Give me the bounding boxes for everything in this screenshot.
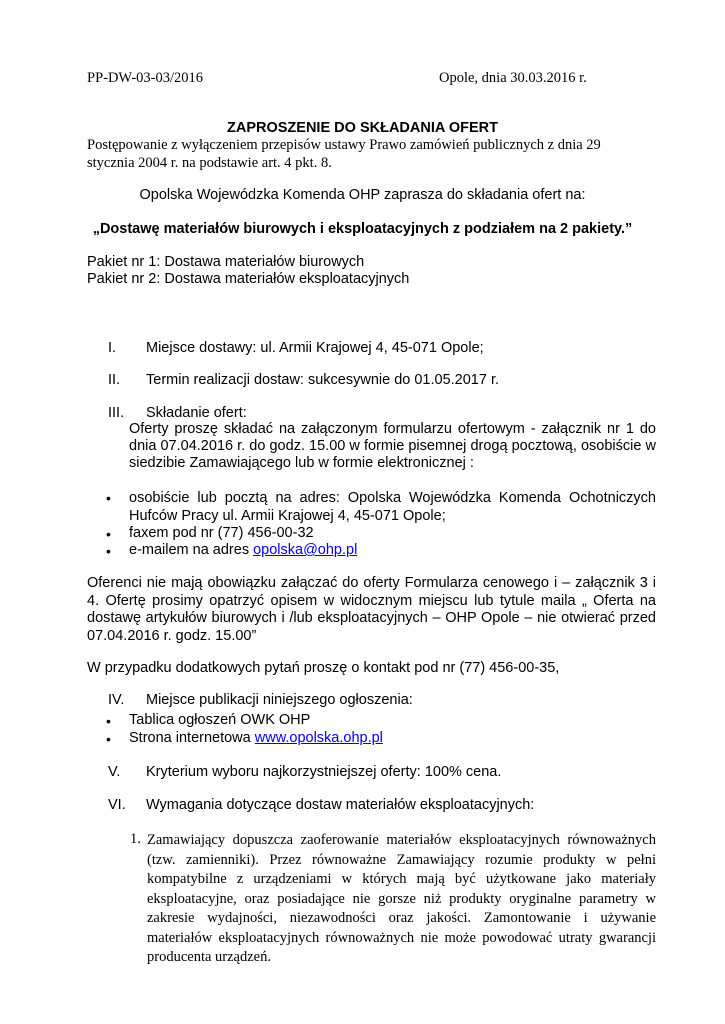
notice-paragraph: Oferenci nie mają obowiązku załączać do oferty Formularza cenowego i – załącznik 3 i 4. Ofertę prosimy opatrzyć opisem w widocznym miejscu lub tytule maila „ Oferta na dostawę artykułów biurowych i /lub eksploatacyjnych – OHP Opole – nie otwierać przed 07.04.2016 r. godz. 15.00” xyxy=(87,575,656,644)
bullet-icon: • xyxy=(106,526,111,542)
section-i-number: I. xyxy=(108,340,117,356)
publication-website-label: Strona internetowa xyxy=(129,730,255,746)
section-i-text: Miejsce dostawy: ul. Armii Krajowej 4, 45-071 Opole; xyxy=(146,340,484,356)
section-ii-text: Termin realizacji dostaw: sukcesywnie do 01.05.2017 r. xyxy=(146,372,500,388)
bullet-icon: • xyxy=(106,713,111,729)
document-title: ZAPROSZENIE DO SKŁADANIA OFERT xyxy=(227,120,498,136)
invitation-text: Opolska Wojewódzka Komenda OHP zaprasza do składania ofert na: xyxy=(139,187,586,203)
bullet-icon: • xyxy=(106,490,111,506)
requirement-number: 1. xyxy=(130,831,141,847)
order-subject: „Dostawę materiałów biurowych i eksploatacyjnych z podziałem na 2 pakiety.” xyxy=(92,221,633,237)
place-date: Opole, dnia 30.03.2016 r. xyxy=(439,70,587,86)
section-vi-number: VI. xyxy=(108,797,126,813)
section-iii-body: Oferty proszę składać na załączonym formularzu ofertowym - załącznik nr 1 do dnia 07.04.2016 r. do godz. 15.00 w formie pisemnej drogą pocztową, osobiście w siedzibie Zamawiającego lub w formie elektronicznej : xyxy=(129,421,656,471)
package-1: Pakiet nr 1: Dostawa materiałów biurowych xyxy=(87,254,365,270)
bullet-icon: • xyxy=(106,731,111,747)
section-iii-number: III. xyxy=(108,405,125,421)
section-v-text: Kryterium wyboru najkorzystniejszej oferty: 100% cena. xyxy=(146,764,502,780)
website-link[interactable]: www.opolska.ohp.pl xyxy=(254,730,383,746)
contact-text: W przypadku dodatkowych pytań proszę o kontakt pod nr (77) 456-00-35, xyxy=(87,660,560,676)
section-ii-number: II. xyxy=(108,372,121,388)
requirement-text: Zamawiający dopuszcza zaoferowanie materiałów eksploatacyjnych równoważnych (tzw. zamienniki). Przez równoważne Zamawiający rozumie produkty w pełni kompatybilne z urządzeniami w których mają być użytkowane jako materiały eksploatacyjne, oraz posiadające nie gorsze niż produkty oryginalne parametry w zakresie wydajności, niezawodności oraz jakości. Zamontowanie i używanie materiałów eksploatacyjnych równoważnych nie może powodować utraty gwarancji producenta urządzeń. xyxy=(147,832,656,965)
publication-board: Tablica ogłoszeń OWK OHP xyxy=(129,712,311,728)
publication-website xyxy=(129,730,383,746)
email-link[interactable]: opolska@ohp.pl xyxy=(253,542,358,558)
section-iv-text: Miejsce publikacji niniejszego ogłoszenia: xyxy=(146,692,413,708)
bullet-in-person: osobiście lub pocztą na adres: Opolska Wojewódzka Komenda Ochotniczych Hufców Pracy ul. Armii Krajowej 4, 45-071 Opole; xyxy=(129,490,656,524)
bullet-icon: • xyxy=(106,543,111,559)
section-v-number: V. xyxy=(108,764,121,780)
section-iv-number: IV. xyxy=(108,692,125,708)
bullet-email xyxy=(129,542,357,558)
package-2: Pakiet nr 2: Dostawa materiałów eksploatacyjnych xyxy=(87,271,410,287)
intro-paragraph: Postępowanie z wyłączeniem przepisów ustawy Prawo zamówień publicznych z dnia 29 stycznia 2004 r. na podstawie art. 4 pkt. 8. xyxy=(87,137,601,171)
reference-number: PP-DW-03-03/2016 xyxy=(87,70,203,86)
bullet-fax: faxem pod nr (77) 456-00-32 xyxy=(129,525,314,541)
bullet-email-label: e-mailem na adres xyxy=(129,542,254,558)
section-iii-text: Składanie ofert: xyxy=(146,405,247,421)
section-vi-text: Wymagania dotyczące dostaw materiałów eksploatacyjnych: xyxy=(146,797,535,813)
